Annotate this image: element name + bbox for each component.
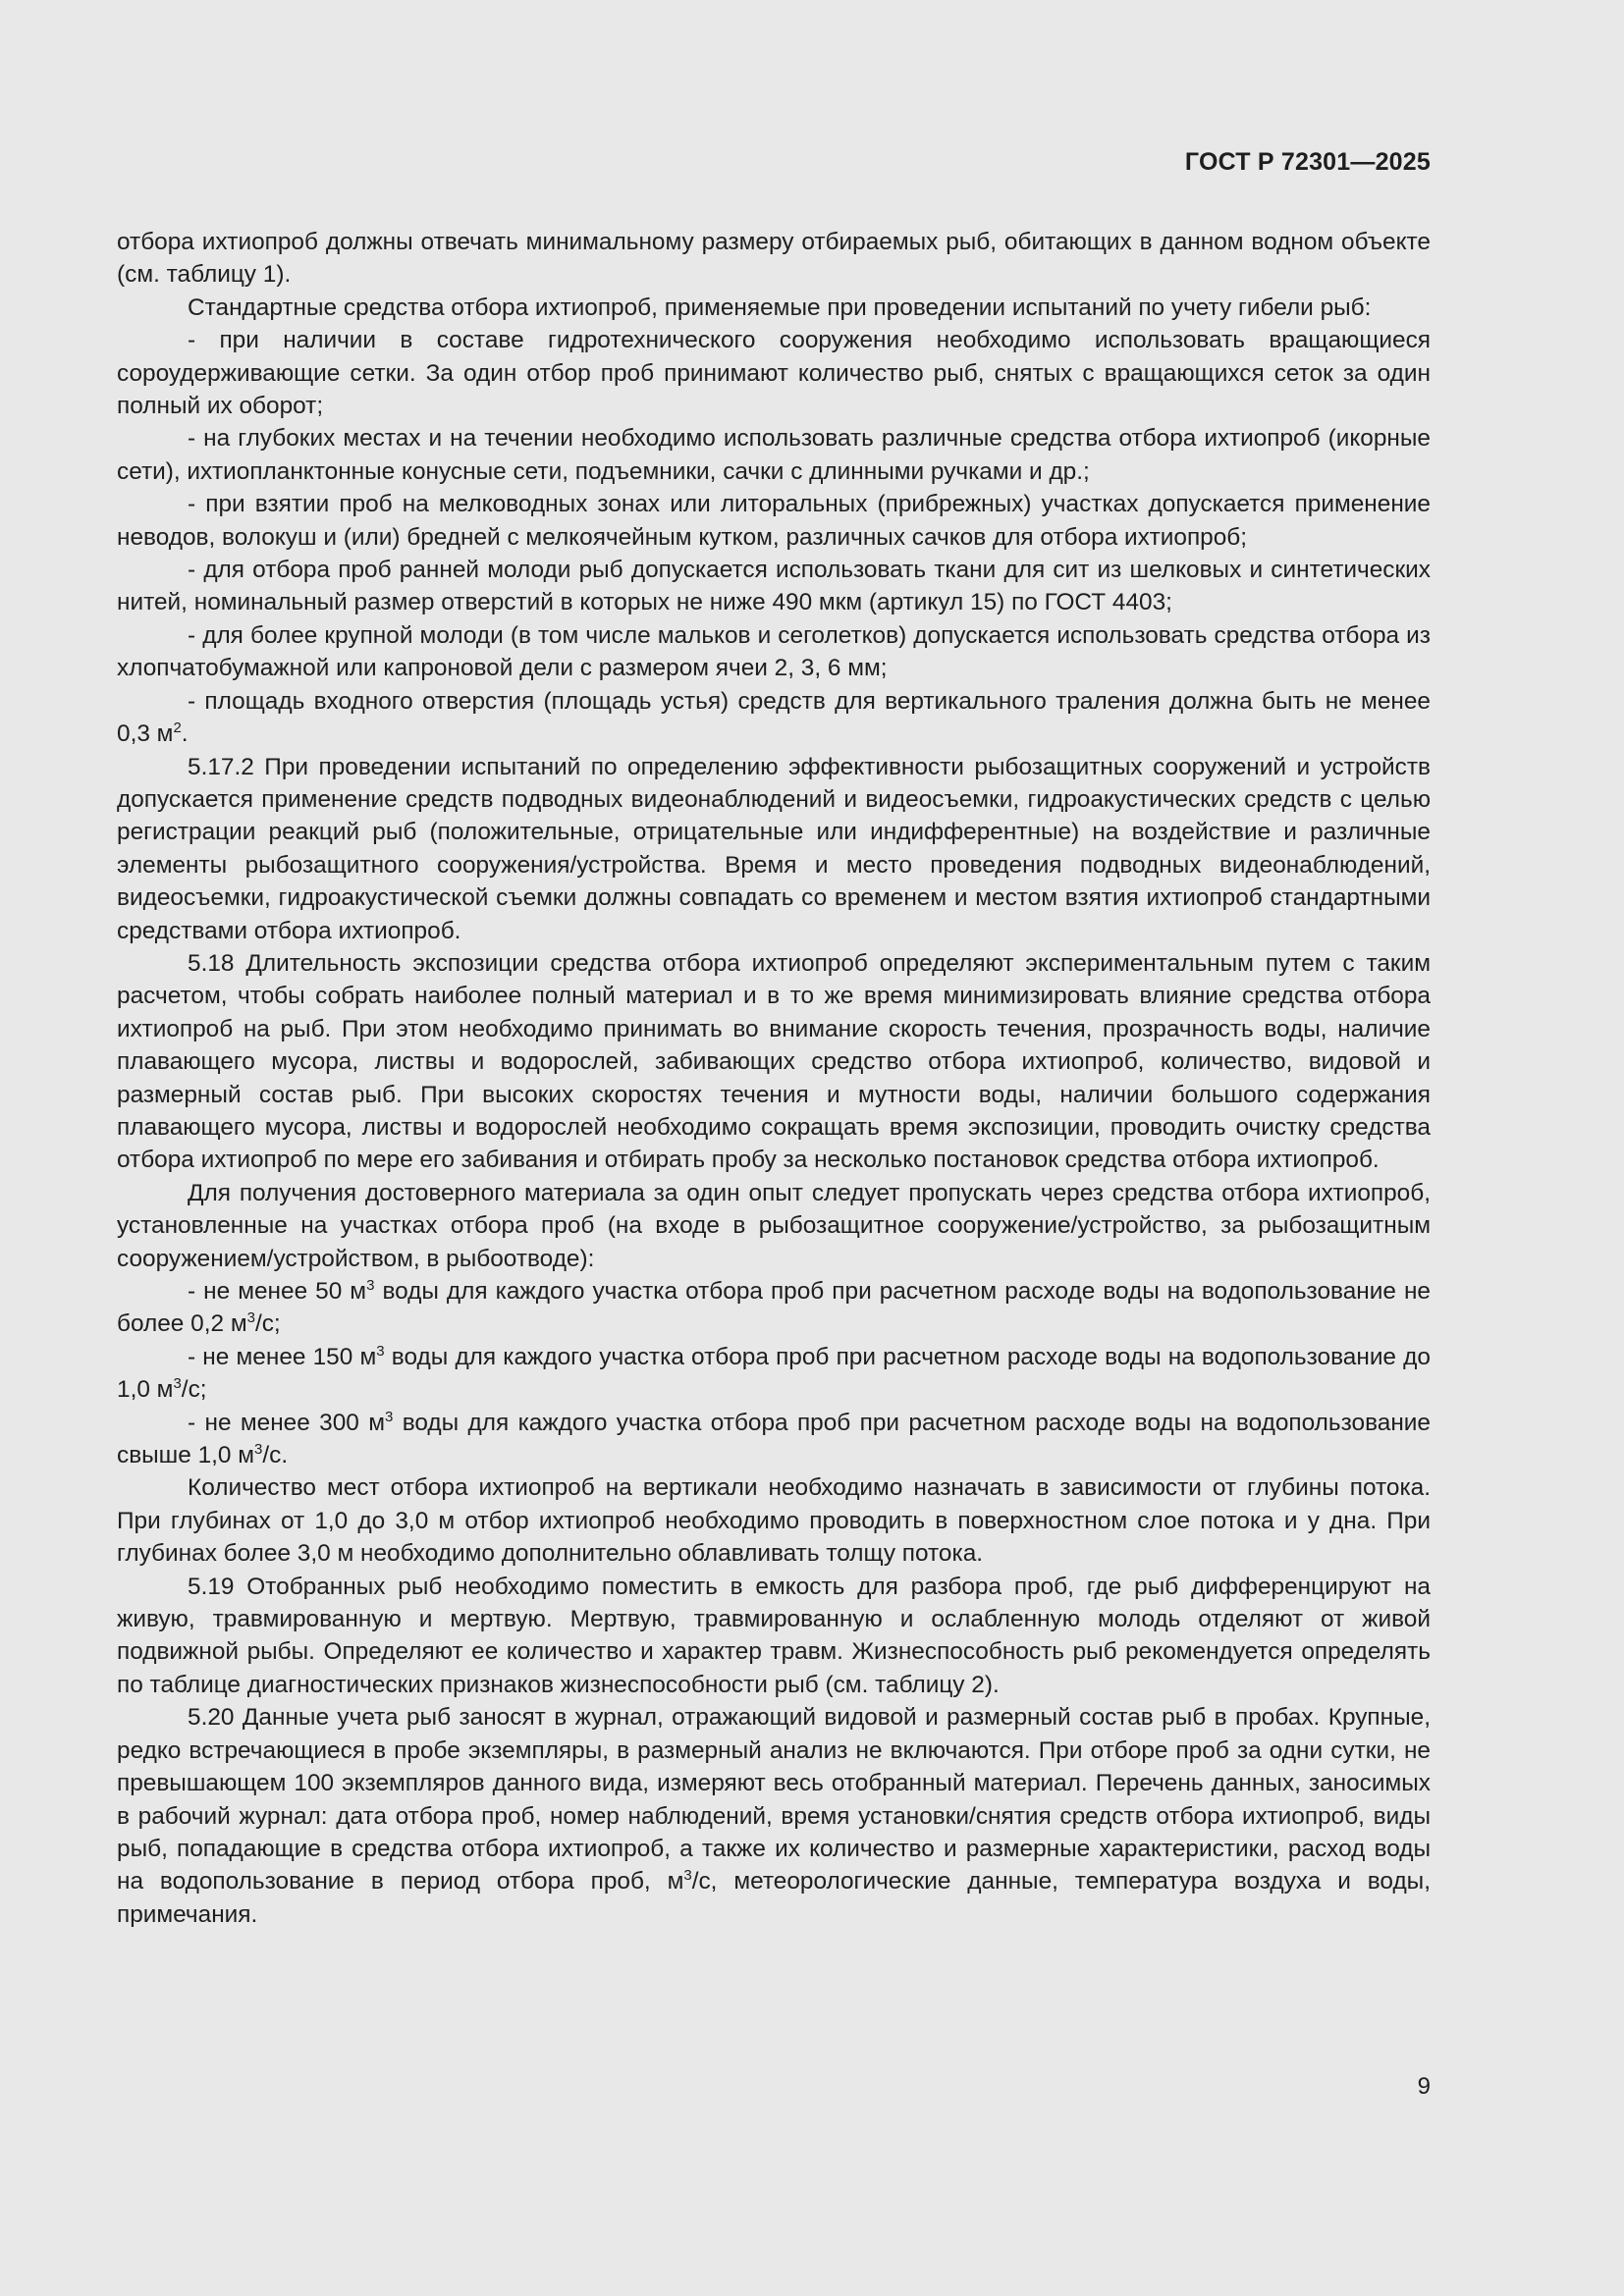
- text-run: воды для каждого участка отбора проб при расчетном расходе воды на водопользование свыше 1,0 м: [117, 1409, 1431, 1469]
- paragraph: Стандартные средства отбора ихтиопроб, применяемые при проведении испытаний по учету гибели рыб:: [188, 294, 1372, 321]
- paragraph: [117, 1701, 1431, 1931]
- superscript: 3: [173, 1375, 182, 1393]
- paragraph: отбора ихтиопроб должны отвечать минимальному размеру отбираемых рыб, обитающих в данном водном объекте (см. таблицу 1).: [117, 229, 1431, 289]
- superscript: 3: [254, 1441, 263, 1459]
- superscript: 3: [385, 1408, 394, 1425]
- text-run: 5.20 Данные учета рыб заносят в журнал, отражающий видовой и размерный состав рыб в пробах. Крупные, редко встречающиеся в пробе экземпляры, в размерный анализ не включаются. При отборе проб за одни сутки, не превышающем 100 экземпляров данного вида, измеряют весь отобранный материал. Перечень данных, заносимых в рабочий журнал: дата отбора проб, номер наблюдений, время установки/снятия средств отбора ихтиопроб, виды рыб, попадающие в средства отбора ихтиопроб, а также их количество и размерные характеристики, расход воды на водопользование в период отбора проб, м: [117, 1704, 1431, 1896]
- body-text: [117, 226, 1431, 1931]
- paragraph: Количество мест отбора ихтиопроб на вертикали необходимо назначать в зависимости от глубины потока. При глубинах от 1,0 до 3,0 м отбор ихтиопроб необходимо проводить в поверхностном слое потока и у дна. При глубинах более 3,0 м необходимо дополнительно облавливать толщу потока.: [117, 1474, 1431, 1568]
- list-item: - для более крупной молоди (в том числе мальков и сеголетков) допускается использовать средства отбора из хлопчатобумажной или капроновой дели с размером ячеи 2, 3, 6 мм;: [117, 621, 1431, 682]
- superscript: 3: [366, 1277, 375, 1294]
- list-item: - на глубоких местах и на течении необходимо использовать различные средства отбора ихтиопроб (икорные сети), ихтиопланктонные конусные сети, подъемники, сачки с длинными ручками и др.;: [117, 425, 1431, 485]
- list-item: - для отбора проб ранней молоди рыб допускается использовать ткани для сит из шелковых и синтетических нитей, номинальный размер отверстий в которых не ниже 490 мкм (артикул 15) по ГОСТ 4403;: [117, 557, 1431, 616]
- text-run: воды для каждого участка отбора проб при расчетном расходе воды на водопользование до 1,0 м: [117, 1343, 1431, 1404]
- text-run: /с, метеорологические данные, температура воздуха и воды, примечания.: [117, 1868, 1431, 1928]
- document-header: ГОСТ Р 72301—2025: [1184, 148, 1431, 176]
- text-run: - площадь входного отверстия (площадь устья) средств для вертикального траления должна быть не менее 0,3 м: [117, 687, 1431, 748]
- list-item: [117, 1275, 1431, 1341]
- list-item: - при наличии в составе гидротехнического сооружения необходимо использовать вращающиеся сороудерживающие сетки. За один отбор проб принимают количество рыб, снятых с вращающихся сеток за один полный их оборот;: [117, 327, 1431, 420]
- list-item: - при взятии проб на мелководных зонах или литоральных (прибрежных) участках допускается применение неводов, волокуш и (или) бредней с мелкоячейным кутком, различных сачков для отбора ихтиопроб;: [117, 491, 1431, 551]
- paragraph: 5.19 Отобранных рыб необходимо поместить в емкость для разбора проб, где рыб дифференцируют на живую, травмированную и мертвую. Мертвую, травмированную и ослабленную молодь отделяют от живой подвижной рыбы. Определяют ее количество и характер травм. Жизнеспособность рыб рекомендуется определять по таблице диагностических признаков жизнеспособности рыб (см. таблицу 2).: [117, 1573, 1431, 1698]
- text-run: /с;: [254, 1310, 281, 1338]
- text-run: - не менее 150 м: [188, 1343, 377, 1370]
- page-number: 9: [1417, 2073, 1431, 2100]
- paragraph: Для получения достоверного материала за один опыт следует пропускать через средства отбора ихтиопроб, установленные на участках отбора проб (на входе в рыбозащитное сооружение/устройство, за рыбозащитным сооружением/устройством, в рыбоотводе):: [117, 1179, 1431, 1272]
- text-run: воды для каждого участка отбора проб при расчетном расходе воды на водопользование не более 0,2 м: [117, 1278, 1431, 1338]
- superscript: 3: [376, 1342, 385, 1360]
- superscript: 3: [683, 1867, 692, 1885]
- text-run: - не менее 50 м: [188, 1278, 367, 1305]
- text-run: /с;: [181, 1376, 207, 1404]
- paragraph: 5.17.2 При проведении испытаний по определению эффективности рыбозащитных сооружений и устройств допускается применение средств подводных видеонаблюдений и видеосъемки, гидроакустических средств с целью регистрации реакций рыб (положительные, отрицательные или индифферентные) на воздействие и различные элементы рыбозащитного сооружения/устройства. Время и место проведения подводных видеонаблюдений, видеосъемки, гидроакустической съемки должны совпадать со временем и местом взятия ихтиопроб стандартными средствами отбора ихтиопроб.: [117, 753, 1431, 944]
- superscript: 3: [246, 1309, 255, 1327]
- list-item: [117, 1407, 1431, 1472]
- list-item: [117, 1341, 1431, 1407]
- list-item: [117, 685, 1431, 751]
- paragraph: 5.18 Длительность экспозиции средства отбора ихтиопроб определяют экспериментальным путем с таким расчетом, чтобы собрать наиболее полный материал и в то же время минимизировать влияние средства отбора ихтиопроб на рыб. При этом необходимо принимать во внимание скорость течения, прозрачность воды, наличие плавающего мусора, листвы и водорослей, забивающих средство отбора ихтиопроб, количество, видовой и размерный состав рыб. При высоких скоростях течения и мутности воды, наличии большого содержания плавающего мусора, листвы и водорослей необходимо сокращать время экспозиции, проводить очистку средства отбора ихтиопроб по мере его забивания и отбирать пробу за несколько постановок средства отбора ихтиопроб.: [117, 949, 1431, 1174]
- superscript: 2: [173, 720, 182, 737]
- text-run: .: [181, 721, 189, 748]
- text-run: - не менее 300 м: [188, 1409, 386, 1436]
- text-run: /с.: [262, 1442, 289, 1469]
